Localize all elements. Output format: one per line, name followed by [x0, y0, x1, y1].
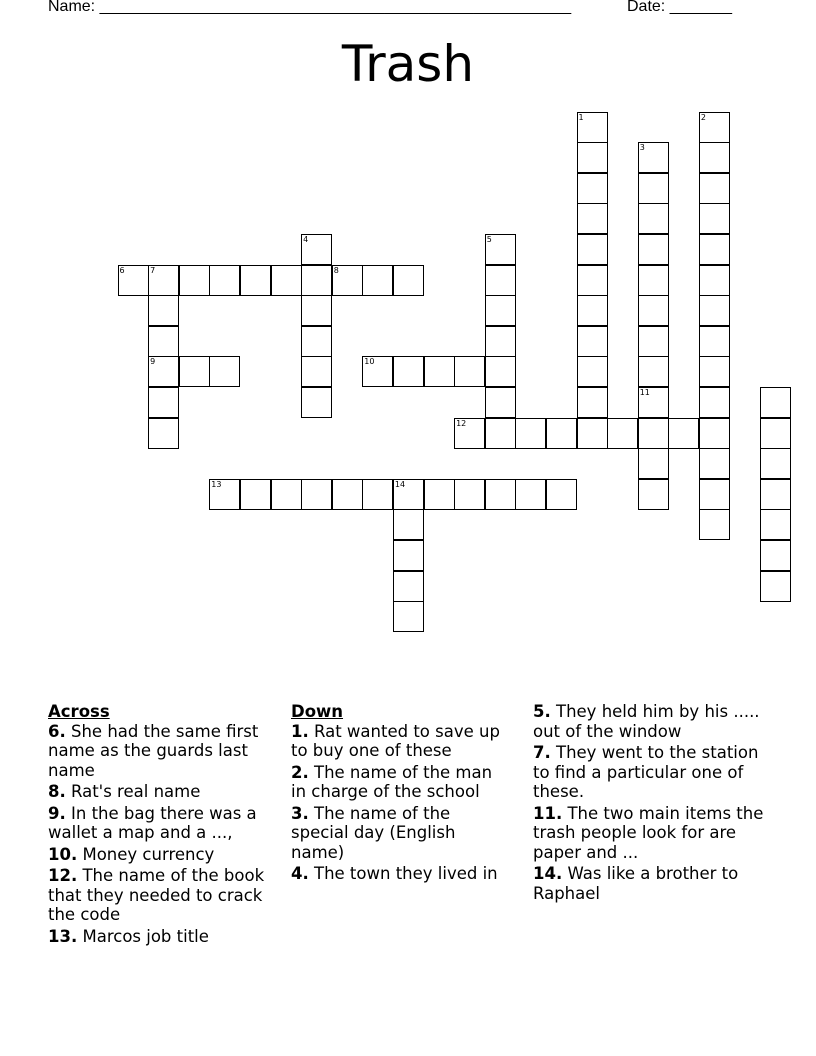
clue-number-label: 4 [303, 234, 309, 244]
grid-cell[interactable] [577, 234, 608, 265]
grid-cell[interactable] [638, 265, 669, 296]
grid-cell[interactable] [148, 418, 179, 449]
grid-cell[interactable] [760, 571, 791, 602]
grid-cell[interactable] [454, 479, 485, 510]
grid-cell[interactable] [638, 234, 669, 265]
clue-down-7: 7. They went to the station to find a particular one of these. [533, 743, 759, 801]
date-blank[interactable]: _______ [669, 0, 732, 15]
clue-across-10: 10. Money currency [48, 844, 215, 864]
grid-cell[interactable] [577, 142, 608, 173]
across-heading: Across [48, 702, 110, 721]
grid-cell[interactable] [515, 479, 546, 510]
grid-cell[interactable] [209, 356, 240, 387]
clue-number-label: 11 [639, 387, 650, 397]
grid-cell[interactable] [577, 295, 608, 326]
grid-cell[interactable] [301, 326, 332, 357]
clue-down-5: 5. They held him by his ..... out of the window [533, 702, 760, 741]
grid-cell[interactable] [485, 356, 516, 387]
down-clues-continued [533, 702, 773, 905]
clue-across-9: 9. In the bag there was a wallet a map and a ..., [48, 803, 257, 842]
grid-cell[interactable] [760, 448, 791, 479]
grid-cell[interactable] [577, 203, 608, 234]
clue-number-label: 8 [333, 265, 339, 275]
grid-cell[interactable] [638, 203, 669, 234]
grid-cell[interactable] [179, 265, 210, 296]
grid-cell[interactable] [699, 295, 730, 326]
grid-cell[interactable] [699, 479, 730, 510]
clue-number-label: 14 [394, 479, 406, 489]
grid-cell[interactable] [271, 265, 302, 296]
grid-cell[interactable] [393, 571, 424, 602]
grid-cell[interactable] [577, 387, 608, 418]
clue-number-label: 7 [150, 265, 156, 275]
grid-cell[interactable] [301, 479, 332, 510]
grid-cell[interactable] [638, 295, 669, 326]
grid-cell[interactable] [148, 387, 179, 418]
grid-cell[interactable] [638, 418, 669, 449]
grid-cell[interactable] [699, 326, 730, 357]
name-label: Name: [48, 0, 96, 15]
grid-cell[interactable] [699, 418, 730, 449]
grid-cell[interactable] [301, 387, 332, 418]
clue-number-label: 13 [211, 479, 222, 489]
grid-cell[interactable] [515, 418, 546, 449]
grid-cell[interactable] [638, 356, 669, 387]
clue-down-2: 2. The name of the man in charge of the school [291, 762, 493, 801]
name-blank[interactable]: _____________________________________________________ [99, 0, 572, 15]
grid-cell[interactable] [699, 448, 730, 479]
grid-cell[interactable] [148, 326, 179, 357]
grid-cell[interactable] [424, 356, 455, 387]
grid-cell[interactable] [699, 234, 730, 265]
grid-cell[interactable] [393, 265, 424, 296]
grid-cell[interactable] [424, 479, 455, 510]
grid-cell[interactable] [760, 540, 791, 571]
page-title: Trash [341, 35, 475, 93]
clue-number-label: 5 [486, 234, 492, 244]
grid-cell[interactable] [179, 356, 210, 387]
clue-number-label: 10 [364, 357, 375, 367]
clue-number-label: 12 [456, 418, 467, 428]
grid-cell[interactable] [577, 265, 608, 296]
grid-cell[interactable] [699, 203, 730, 234]
clue-down-4: 4. The town they lived in [291, 864, 498, 883]
clue-number-label: 2 [700, 112, 706, 122]
grid-cell[interactable] [301, 356, 332, 387]
grid-cell[interactable] [148, 295, 179, 326]
clue-number-label: 3 [639, 143, 645, 153]
grid-cell[interactable] [362, 265, 393, 296]
grid-cell[interactable] [209, 265, 240, 296]
clue-across-8: 8. Rat's real name [48, 782, 201, 801]
clue-down-11: 11. The two main items the trash people look for are paper and ... [533, 803, 764, 862]
grid-cell[interactable] [760, 509, 791, 540]
grid-cell[interactable] [485, 479, 516, 510]
grid-cell[interactable] [546, 418, 577, 449]
clue-down-1: 1. Rat wanted to save up to buy one of these [291, 721, 500, 760]
grid-cell[interactable] [699, 387, 730, 418]
clue-across-6: 6. She had the same first name as the guards last name [48, 721, 259, 780]
grid-cell[interactable] [699, 265, 730, 296]
grid-cell[interactable] [271, 479, 302, 510]
grid-cell[interactable] [638, 326, 669, 357]
grid-cell[interactable] [485, 326, 516, 357]
grid-cell[interactable] [485, 295, 516, 326]
grid-cell[interactable] [301, 295, 332, 326]
grid-cell[interactable] [393, 509, 424, 540]
grid-cell[interactable] [699, 509, 730, 540]
grid-cell[interactable] [485, 418, 516, 449]
grid-cell[interactable] [760, 387, 791, 418]
grid-cell[interactable] [301, 265, 332, 296]
grid-cell[interactable] [454, 356, 485, 387]
clue-across-13: 13. Marcos job title [48, 926, 209, 946]
clue-number-label: 9 [150, 357, 156, 367]
grid-cell[interactable] [546, 479, 577, 510]
grid-cell[interactable] [332, 479, 363, 510]
clue-number-label: 1 [578, 112, 584, 122]
grid-cell[interactable] [362, 479, 393, 510]
grid-cell[interactable] [485, 387, 516, 418]
grid-cell[interactable] [638, 448, 669, 479]
across-clues [48, 702, 280, 948]
grid-cell[interactable] [577, 418, 608, 449]
grid-cell[interactable] [699, 356, 730, 387]
grid-cell[interactable] [240, 479, 271, 510]
grid-cell[interactable] [638, 479, 669, 510]
grid-cell[interactable] [638, 173, 669, 204]
grid-cell[interactable] [577, 356, 608, 387]
grid-cell[interactable] [760, 418, 791, 449]
grid-cell[interactable] [240, 265, 271, 296]
grid-cell[interactable] [393, 601, 424, 632]
grid-cell[interactable] [485, 265, 516, 296]
grid-cell[interactable] [699, 142, 730, 173]
grid-cell[interactable] [699, 173, 730, 204]
down-clues [291, 702, 501, 886]
date-label: Date: [627, 0, 666, 15]
grid-cell[interactable] [760, 479, 791, 510]
clue-down-3: 3. The name of the special day (English name) [291, 803, 456, 862]
grid-cell[interactable] [668, 418, 699, 449]
grid-cell[interactable] [393, 356, 424, 387]
grid-cell[interactable] [577, 326, 608, 357]
grid-cell[interactable] [393, 540, 424, 571]
grid-cell[interactable] [607, 418, 638, 449]
clue-down-14: 14. Was like a brother to Raphael [533, 864, 739, 903]
clue-across-12: 12. The name of the book that they needed to crack the code [48, 866, 265, 924]
grid-cell[interactable] [577, 173, 608, 204]
down-heading: Down [291, 702, 344, 721]
clue-number-label: 6 [119, 265, 125, 275]
